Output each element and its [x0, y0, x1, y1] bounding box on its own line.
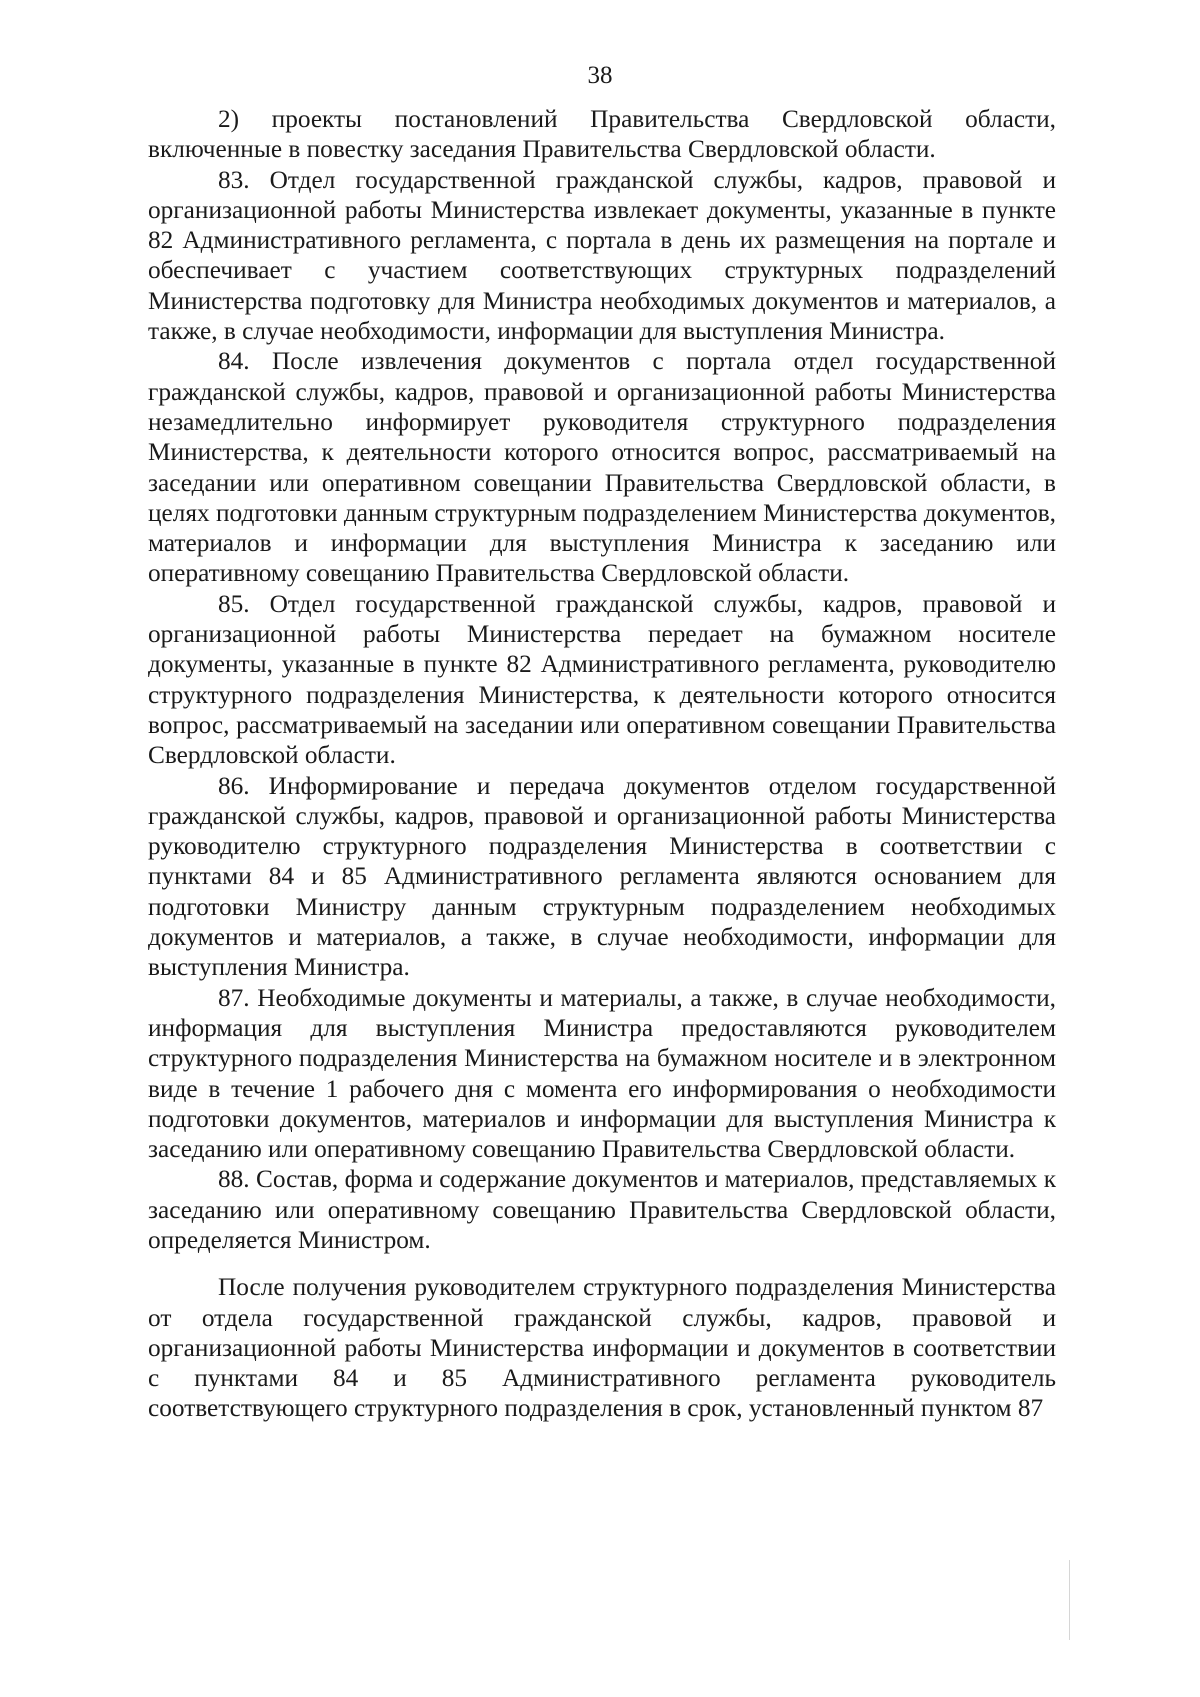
scan-artifact-line — [1069, 1560, 1070, 1640]
paragraph-84: 84. После извлечения документов с портала отдел государственной гражданской службы, кадров, правовой и организационной работы Министерства незамедлительно информирует руководителя структурного подразделения Министерства, к деятельности которого относится вопрос, рассматриваемый на заседании или оперативном совещании Правительства Свердловской области, в целях подготовки данным структурным подразделением Министерства документов, материалов и информации для выступления Министра к заседанию или оперативному совещанию Правительства Свердловской области. — [148, 347, 1056, 588]
page-number: 38 — [587, 62, 613, 89]
paragraph-86: 86. Информирование и передача документов отделом государственной гражданской службы, кадров, правовой и организационной работы Министерства руководителю структурного подразделения Министерства в соответствии с пунктами 84 и 85 Административного регламента являются основанием для подготовки Министру данным структурным подразделением необходимых документов и материалов, а также, в случае необходимости, информации для выступления Министра. — [148, 771, 1056, 982]
paragraph-83: 83. Отдел государственной гражданской службы, кадров, правовой и организационной работы Министерства извлекает документы, указанные в пункте 82 Административного регламента, с портала в день их размещения на портале и обеспечивает с участием соответствующих структурных подразделений Министерства подготовку для Министра необходимых документов и материалов, а также, в случае необходимости, информации для выступления Министра. — [148, 165, 1056, 346]
paragraph-88-continuation: После получения руководителем структурного подразделения Министерства от отдела государственной гражданской службы, кадров, правовой и организационной работы Министерства информации и документов в соответствии с пунктами 84 и 85 Административного регламента руководитель соответствующего структурного подразделения в срок, установленный пунктом 87 — [148, 1273, 1056, 1423]
paragraph-item-2: 2) проекты постановлений Правительства Свердловской области, включенные в повестку заседания Правительства Свердловской области. — [148, 105, 1056, 164]
paragraph-85: 85. Отдел государственной гражданской службы, кадров, правовой и организационной работы Министерства передает на бумажном носителе документы, указанные в пункте 82 Административного регламента, руководителю структурного подразделения Министерства, к деятельности которого относится вопрос, рассматриваемый на заседании или оперативном совещании Правительства Свердловской области. — [148, 589, 1056, 770]
document-body — [148, 104, 1056, 1424]
paragraph-87: 87. Необходимые документы и материалы, а также, в случае необходимости, информация для выступления Министра предоставляются руководителем структурного подразделения Министерства на бумажном носителе и в электронном виде в течение 1 рабочего дня с момента его информирования о необходимости подготовки документов, материалов и информации для выступления Министра к заседанию или оперативному совещанию Правительства Свердловской области. — [148, 983, 1056, 1164]
paragraph-88: 88. Состав, форма и содержание документов и материалов, представляемых к заседанию или оперативному совещанию Правительства Свердловской области, определяется Министром. — [148, 1165, 1056, 1254]
